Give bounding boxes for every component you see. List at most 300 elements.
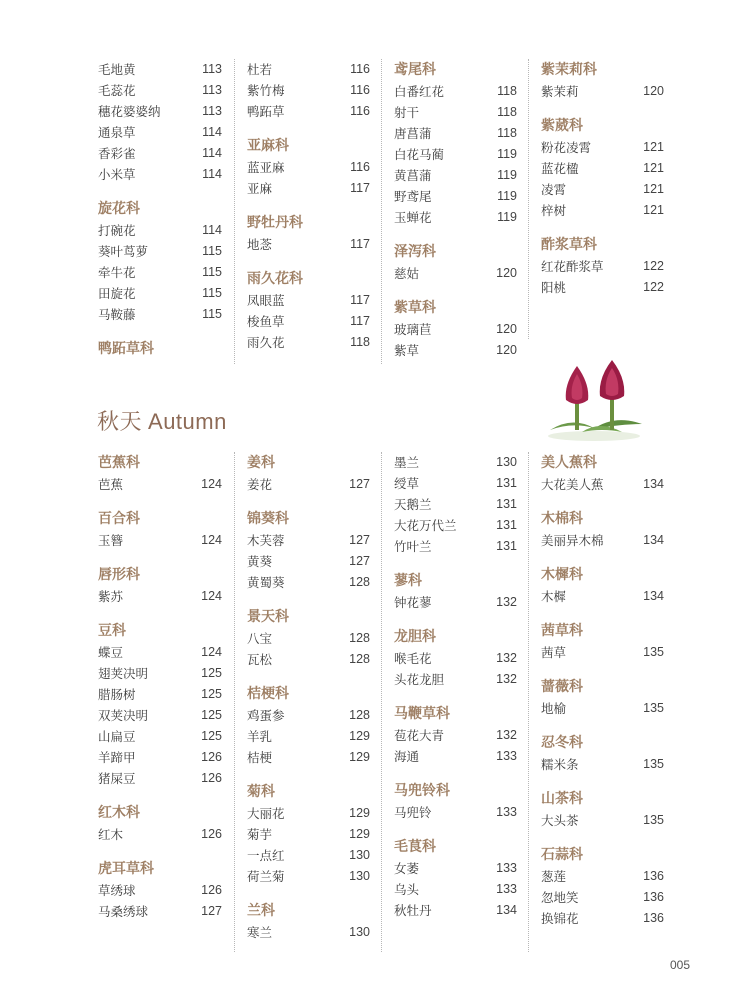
entry-name: 蓝花楹 xyxy=(541,161,579,176)
entry-name: 钟花蓼 xyxy=(394,595,432,610)
index-entry xyxy=(394,879,517,900)
family-heading: 锦葵科 xyxy=(247,511,289,527)
entry-page: 136 xyxy=(643,890,664,904)
entry-page: 131 xyxy=(496,497,517,511)
entry-page: 135 xyxy=(643,757,664,771)
entry-page: 128 xyxy=(349,652,370,666)
entry-name: 葱莲 xyxy=(541,869,567,884)
entry-name: 蓝亚麻 xyxy=(247,160,285,175)
section-title-en: Autumn xyxy=(148,409,227,434)
entry-page: 119 xyxy=(497,189,517,203)
entry-name: 八宝 xyxy=(247,631,273,646)
index-entry xyxy=(394,340,517,361)
family-heading: 紫茉莉科 xyxy=(541,62,597,78)
index-entry xyxy=(98,164,222,185)
entry-page: 127 xyxy=(349,533,370,547)
family-heading: 旋花科 xyxy=(98,201,140,217)
family-heading: 红木科 xyxy=(98,805,140,821)
family-heading: 茜草科 xyxy=(541,623,583,639)
entry-page: 118 xyxy=(497,126,517,140)
index-entry xyxy=(394,725,517,746)
family-heading: 木樨科 xyxy=(541,567,583,583)
index-entry xyxy=(247,803,370,824)
entry-page: 113 xyxy=(202,83,222,97)
entry-page: 121 xyxy=(643,140,664,154)
entry-page: 131 xyxy=(496,539,517,553)
entry-page: 115 xyxy=(202,307,222,321)
entry-page: 133 xyxy=(496,861,517,875)
entry-page: 121 xyxy=(643,203,664,217)
entry-page: 130 xyxy=(496,455,517,469)
entry-page: 129 xyxy=(349,729,370,743)
index-entry xyxy=(541,586,664,607)
entry-name: 菊芋 xyxy=(247,827,273,842)
entry-page: 115 xyxy=(202,244,222,258)
entry-name: 紫苏 xyxy=(98,589,124,604)
celosia-flower-illustration xyxy=(542,358,650,442)
entry-name: 草绣球 xyxy=(98,883,136,898)
index-entry xyxy=(394,102,517,123)
entry-name: 美丽异木棉 xyxy=(541,533,604,548)
entry-page: 114 xyxy=(202,125,222,139)
entry-name: 紫竹梅 xyxy=(247,83,285,98)
entry-page: 128 xyxy=(349,631,370,645)
index-entry xyxy=(541,81,664,102)
entry-page: 114 xyxy=(202,146,222,160)
entry-name: 女萎 xyxy=(394,861,420,876)
entry-page: 113 xyxy=(202,104,222,118)
entry-page: 125 xyxy=(201,708,222,722)
entry-name: 阳桃 xyxy=(541,280,567,295)
index-entry xyxy=(394,207,517,228)
index-entry xyxy=(541,754,664,775)
index-entry xyxy=(98,747,222,768)
family-heading: 兰科 xyxy=(247,903,275,919)
entry-name: 毛蕊花 xyxy=(98,83,136,98)
index-entry xyxy=(394,536,517,557)
entry-page: 120 xyxy=(496,343,517,357)
entry-page: 130 xyxy=(349,925,370,939)
section-title-autumn xyxy=(97,405,227,436)
entry-name: 木芙蓉 xyxy=(247,533,285,548)
entry-name: 山扁豆 xyxy=(98,729,136,744)
index-entry xyxy=(247,530,370,551)
family-heading: 唇形科 xyxy=(98,567,140,583)
entry-name: 穗花婆婆纳 xyxy=(98,104,161,119)
index-entry xyxy=(394,123,517,144)
entry-name: 玉蝉花 xyxy=(394,210,432,225)
index-entry xyxy=(541,866,664,887)
entry-page: 126 xyxy=(201,883,222,897)
entry-page: 113 xyxy=(202,62,222,76)
entry-name: 换锦花 xyxy=(541,911,579,926)
entry-name: 毛地黄 xyxy=(98,62,136,77)
entry-page: 125 xyxy=(201,729,222,743)
index-entry xyxy=(394,186,517,207)
entry-name: 亚麻 xyxy=(247,181,273,196)
autumn-column-3 xyxy=(381,452,517,952)
entry-name: 凤眼蓝 xyxy=(247,293,285,308)
index-entry xyxy=(98,726,222,747)
family-heading: 木棉科 xyxy=(541,511,583,527)
entry-name: 玉簪 xyxy=(98,533,124,548)
entry-name: 双荚决明 xyxy=(98,708,149,723)
entry-name: 白花马蔺 xyxy=(394,147,445,162)
entry-name: 雨久花 xyxy=(247,335,285,350)
autumn-column-2 xyxy=(234,452,370,952)
index-entry xyxy=(98,241,222,262)
entry-page: 115 xyxy=(202,286,222,300)
index-entry xyxy=(394,900,517,921)
index-entry xyxy=(98,530,222,551)
entry-name: 头花龙胆 xyxy=(394,672,445,687)
entry-page: 135 xyxy=(643,813,664,827)
entry-page: 133 xyxy=(496,749,517,763)
index-entry xyxy=(394,263,517,284)
summer-column-3 xyxy=(381,59,517,364)
entry-page: 126 xyxy=(201,827,222,841)
family-heading: 景天科 xyxy=(247,609,289,625)
index-entry xyxy=(247,101,370,122)
index-entry xyxy=(247,747,370,768)
family-heading: 石蒜科 xyxy=(541,847,583,863)
entry-name: 黄蜀葵 xyxy=(247,575,285,590)
summer-column-4 xyxy=(528,59,664,339)
entry-page: 128 xyxy=(349,708,370,722)
entry-page: 114 xyxy=(202,167,222,181)
entry-name: 羊乳 xyxy=(247,729,273,744)
entry-page: 131 xyxy=(496,518,517,532)
index-entry xyxy=(98,59,222,80)
entry-page: 121 xyxy=(643,161,664,175)
entry-name: 天鹅兰 xyxy=(394,497,432,512)
entry-name: 糯米条 xyxy=(541,757,579,772)
entry-page: 117 xyxy=(350,293,370,307)
family-heading: 蔷薇科 xyxy=(541,679,583,695)
family-heading: 紫葳科 xyxy=(541,118,583,134)
entry-page: 117 xyxy=(350,181,370,195)
family-heading: 百合科 xyxy=(98,511,140,527)
entry-page: 133 xyxy=(496,882,517,896)
entry-name: 腊肠树 xyxy=(98,687,136,702)
entry-page: 135 xyxy=(643,701,664,715)
entry-page: 134 xyxy=(643,477,664,491)
index-entry xyxy=(394,515,517,536)
index-entry xyxy=(394,452,517,473)
entry-name: 红花酢浆草 xyxy=(541,259,604,274)
family-heading: 龙胆科 xyxy=(394,629,436,645)
autumn-column-1 xyxy=(98,452,222,922)
entry-page: 120 xyxy=(496,266,517,280)
entry-page: 119 xyxy=(497,210,517,224)
entry-name: 紫茉莉 xyxy=(541,84,579,99)
family-heading: 野牡丹科 xyxy=(247,215,303,231)
entry-page: 118 xyxy=(497,105,517,119)
entry-page: 120 xyxy=(496,322,517,336)
entry-page: 125 xyxy=(201,687,222,701)
entry-name: 姜花 xyxy=(247,477,273,492)
family-heading: 鸢尾科 xyxy=(394,62,436,78)
summer-column-1 xyxy=(98,59,222,360)
entry-page: 134 xyxy=(643,533,664,547)
entry-name: 梓树 xyxy=(541,203,567,218)
index-entry xyxy=(98,474,222,495)
entry-name: 墨兰 xyxy=(394,455,420,470)
entry-name: 荷兰菊 xyxy=(247,869,285,884)
entry-name: 马鞍藤 xyxy=(98,307,136,322)
entry-page: 116 xyxy=(350,104,370,118)
family-heading: 毛茛科 xyxy=(394,839,436,855)
index-entry xyxy=(247,290,370,311)
entry-name: 田旋花 xyxy=(98,286,136,301)
entry-name: 瓦松 xyxy=(247,652,273,667)
entry-page: 134 xyxy=(496,903,517,917)
entry-name: 鸡蛋参 xyxy=(247,708,285,723)
entry-page: 116 xyxy=(350,62,370,76)
entry-name: 玻璃苣 xyxy=(394,322,432,337)
entry-name: 芭蕉 xyxy=(98,477,124,492)
index-entry xyxy=(247,59,370,80)
flower-ground-shadow xyxy=(548,431,640,441)
entry-name: 秋牡丹 xyxy=(394,903,432,918)
family-heading: 亚麻科 xyxy=(247,138,289,154)
entry-name: 茜草 xyxy=(541,645,567,660)
entry-name: 黄菖蒲 xyxy=(394,168,432,183)
entry-name: 蝶豆 xyxy=(98,645,124,660)
index-entry xyxy=(394,802,517,823)
index-entry xyxy=(394,494,517,515)
index-entry xyxy=(98,642,222,663)
entry-name: 羊蹄甲 xyxy=(98,750,136,765)
entry-page: 127 xyxy=(349,477,370,491)
entry-name: 慈姑 xyxy=(394,266,420,281)
entry-page: 117 xyxy=(350,314,370,328)
index-entry xyxy=(247,705,370,726)
entry-name: 翅荚决明 xyxy=(98,666,149,681)
entry-name: 葵叶茑萝 xyxy=(98,244,149,259)
index-entry xyxy=(98,768,222,789)
index-entry xyxy=(541,810,664,831)
family-heading: 雨久花科 xyxy=(247,271,303,287)
entry-page: 134 xyxy=(643,589,664,603)
index-entry xyxy=(541,474,664,495)
index-entry xyxy=(247,824,370,845)
entry-name: 通泉草 xyxy=(98,125,136,140)
entry-page: 116 xyxy=(350,83,370,97)
family-heading: 马兜铃科 xyxy=(394,783,450,799)
entry-name: 凌霄 xyxy=(541,182,567,197)
index-entry xyxy=(394,858,517,879)
entry-name: 一点红 xyxy=(247,848,285,863)
entry-page: 119 xyxy=(497,147,517,161)
entry-page: 132 xyxy=(496,672,517,686)
index-entry xyxy=(247,178,370,199)
entry-page: 127 xyxy=(201,904,222,918)
index-entry xyxy=(98,262,222,283)
index-entry xyxy=(247,572,370,593)
family-heading: 鸭跖草科 xyxy=(98,341,154,357)
entry-name: 牵牛花 xyxy=(98,265,136,280)
index-entry xyxy=(247,922,370,943)
index-entry xyxy=(541,642,664,663)
index-entry xyxy=(247,474,370,495)
entry-page: 124 xyxy=(201,533,222,547)
index-entry xyxy=(247,234,370,255)
family-heading: 豆科 xyxy=(98,623,126,639)
entry-name: 粉花凌霄 xyxy=(541,140,592,155)
index-entry xyxy=(98,663,222,684)
entry-name: 喉毛花 xyxy=(394,651,432,666)
index-entry xyxy=(541,158,664,179)
index-entry xyxy=(394,648,517,669)
entry-name: 鸭跖草 xyxy=(247,104,285,119)
index-entry xyxy=(247,332,370,353)
index-entry xyxy=(247,551,370,572)
entry-name: 苞花大青 xyxy=(394,728,445,743)
index-entry xyxy=(394,669,517,690)
index-entry xyxy=(541,179,664,200)
family-heading: 美人蕉科 xyxy=(541,455,597,471)
entry-page: 131 xyxy=(496,476,517,490)
index-entry xyxy=(98,880,222,901)
family-heading: 虎耳草科 xyxy=(98,861,154,877)
family-heading: 蓼科 xyxy=(394,573,422,589)
entry-page: 132 xyxy=(496,651,517,665)
index-entry xyxy=(541,698,664,719)
index-entry xyxy=(98,122,222,143)
index-entry xyxy=(541,530,664,551)
entry-page: 117 xyxy=(350,237,370,251)
entry-page: 133 xyxy=(496,805,517,819)
family-heading: 桔梗科 xyxy=(247,686,289,702)
entry-page: 129 xyxy=(349,750,370,764)
entry-page: 129 xyxy=(349,827,370,841)
entry-page: 124 xyxy=(201,589,222,603)
entry-page: 118 xyxy=(497,84,517,98)
index-entry xyxy=(541,908,664,929)
entry-name: 红木 xyxy=(98,827,124,842)
autumn-column-4 xyxy=(528,452,664,952)
entry-name: 紫草 xyxy=(394,343,420,358)
index-entry xyxy=(541,277,664,298)
page-number: 005 xyxy=(669,958,690,972)
family-heading: 酢浆草科 xyxy=(541,237,597,253)
family-heading: 菊科 xyxy=(247,784,275,800)
entry-page: 126 xyxy=(201,750,222,764)
entry-page: 124 xyxy=(201,477,222,491)
entry-name: 绶草 xyxy=(394,476,420,491)
index-entry xyxy=(98,705,222,726)
index-entry xyxy=(394,746,517,767)
entry-name: 打碗花 xyxy=(98,223,136,238)
family-heading: 姜科 xyxy=(247,455,275,471)
entry-name: 香彩雀 xyxy=(98,146,136,161)
flower-leaf xyxy=(550,422,594,430)
entry-page: 136 xyxy=(643,911,664,925)
entry-page: 114 xyxy=(202,223,222,237)
family-heading: 紫草科 xyxy=(394,300,436,316)
entry-name: 杜若 xyxy=(247,62,273,77)
index-entry xyxy=(394,165,517,186)
index-entry xyxy=(541,137,664,158)
family-heading: 泽泻科 xyxy=(394,244,436,260)
entry-page: 128 xyxy=(349,575,370,589)
index-entry xyxy=(247,311,370,332)
index-entry xyxy=(98,824,222,845)
index-entry xyxy=(98,901,222,922)
index-entry xyxy=(98,143,222,164)
entry-page: 122 xyxy=(643,259,664,273)
entry-page: 126 xyxy=(201,771,222,785)
index-entry xyxy=(98,586,222,607)
index-entry xyxy=(98,283,222,304)
entry-name: 野鸢尾 xyxy=(394,189,432,204)
index-entry xyxy=(247,845,370,866)
index-entry xyxy=(541,200,664,221)
section-title-cn: 秋天 xyxy=(97,410,143,435)
family-heading: 马鞭草科 xyxy=(394,706,450,722)
index-entry xyxy=(98,101,222,122)
entry-name: 小米草 xyxy=(98,167,136,182)
entry-name: 白番红花 xyxy=(394,84,445,99)
entry-page: 119 xyxy=(497,168,517,182)
entry-name: 桔梗 xyxy=(247,750,273,765)
entry-name: 马桑绣球 xyxy=(98,904,149,919)
entry-page: 127 xyxy=(349,554,370,568)
entry-name: 乌头 xyxy=(394,882,420,897)
entry-name: 猪屎豆 xyxy=(98,771,136,786)
index-entry xyxy=(247,726,370,747)
index-entry xyxy=(247,80,370,101)
index-entry xyxy=(98,80,222,101)
entry-page: 132 xyxy=(496,595,517,609)
summer-column-2 xyxy=(234,59,370,364)
family-heading: 山茶科 xyxy=(541,791,583,807)
entry-page: 135 xyxy=(643,645,664,659)
entry-page: 120 xyxy=(643,84,664,98)
index-entry xyxy=(98,220,222,241)
entry-page: 125 xyxy=(201,666,222,680)
entry-name: 马兜铃 xyxy=(394,805,432,820)
entry-page: 129 xyxy=(349,806,370,820)
entry-name: 竹叶兰 xyxy=(394,539,432,554)
entry-name: 忽地笑 xyxy=(541,890,579,905)
entry-name: 黄葵 xyxy=(247,554,273,569)
index-entry xyxy=(247,628,370,649)
entry-name: 海通 xyxy=(394,749,420,764)
entry-name: 地菍 xyxy=(247,237,273,252)
family-heading: 芭蕉科 xyxy=(98,455,140,471)
index-entry xyxy=(247,866,370,887)
entry-name: 梭鱼草 xyxy=(247,314,285,329)
index-entry xyxy=(394,473,517,494)
index-entry xyxy=(98,684,222,705)
entry-page: 124 xyxy=(201,645,222,659)
entry-page: 136 xyxy=(643,869,664,883)
index-entry xyxy=(541,256,664,277)
entry-name: 大丽花 xyxy=(247,806,285,821)
entry-page: 121 xyxy=(643,182,664,196)
entry-name: 大花万代兰 xyxy=(394,518,457,533)
entry-page: 132 xyxy=(496,728,517,742)
entry-page: 118 xyxy=(350,335,370,349)
entry-name: 寒兰 xyxy=(247,925,273,940)
entry-page: 122 xyxy=(643,280,664,294)
index-entry xyxy=(541,887,664,908)
entry-name: 射干 xyxy=(394,105,420,120)
entry-name: 木樨 xyxy=(541,589,567,604)
entry-name: 唐菖蒲 xyxy=(394,126,432,141)
